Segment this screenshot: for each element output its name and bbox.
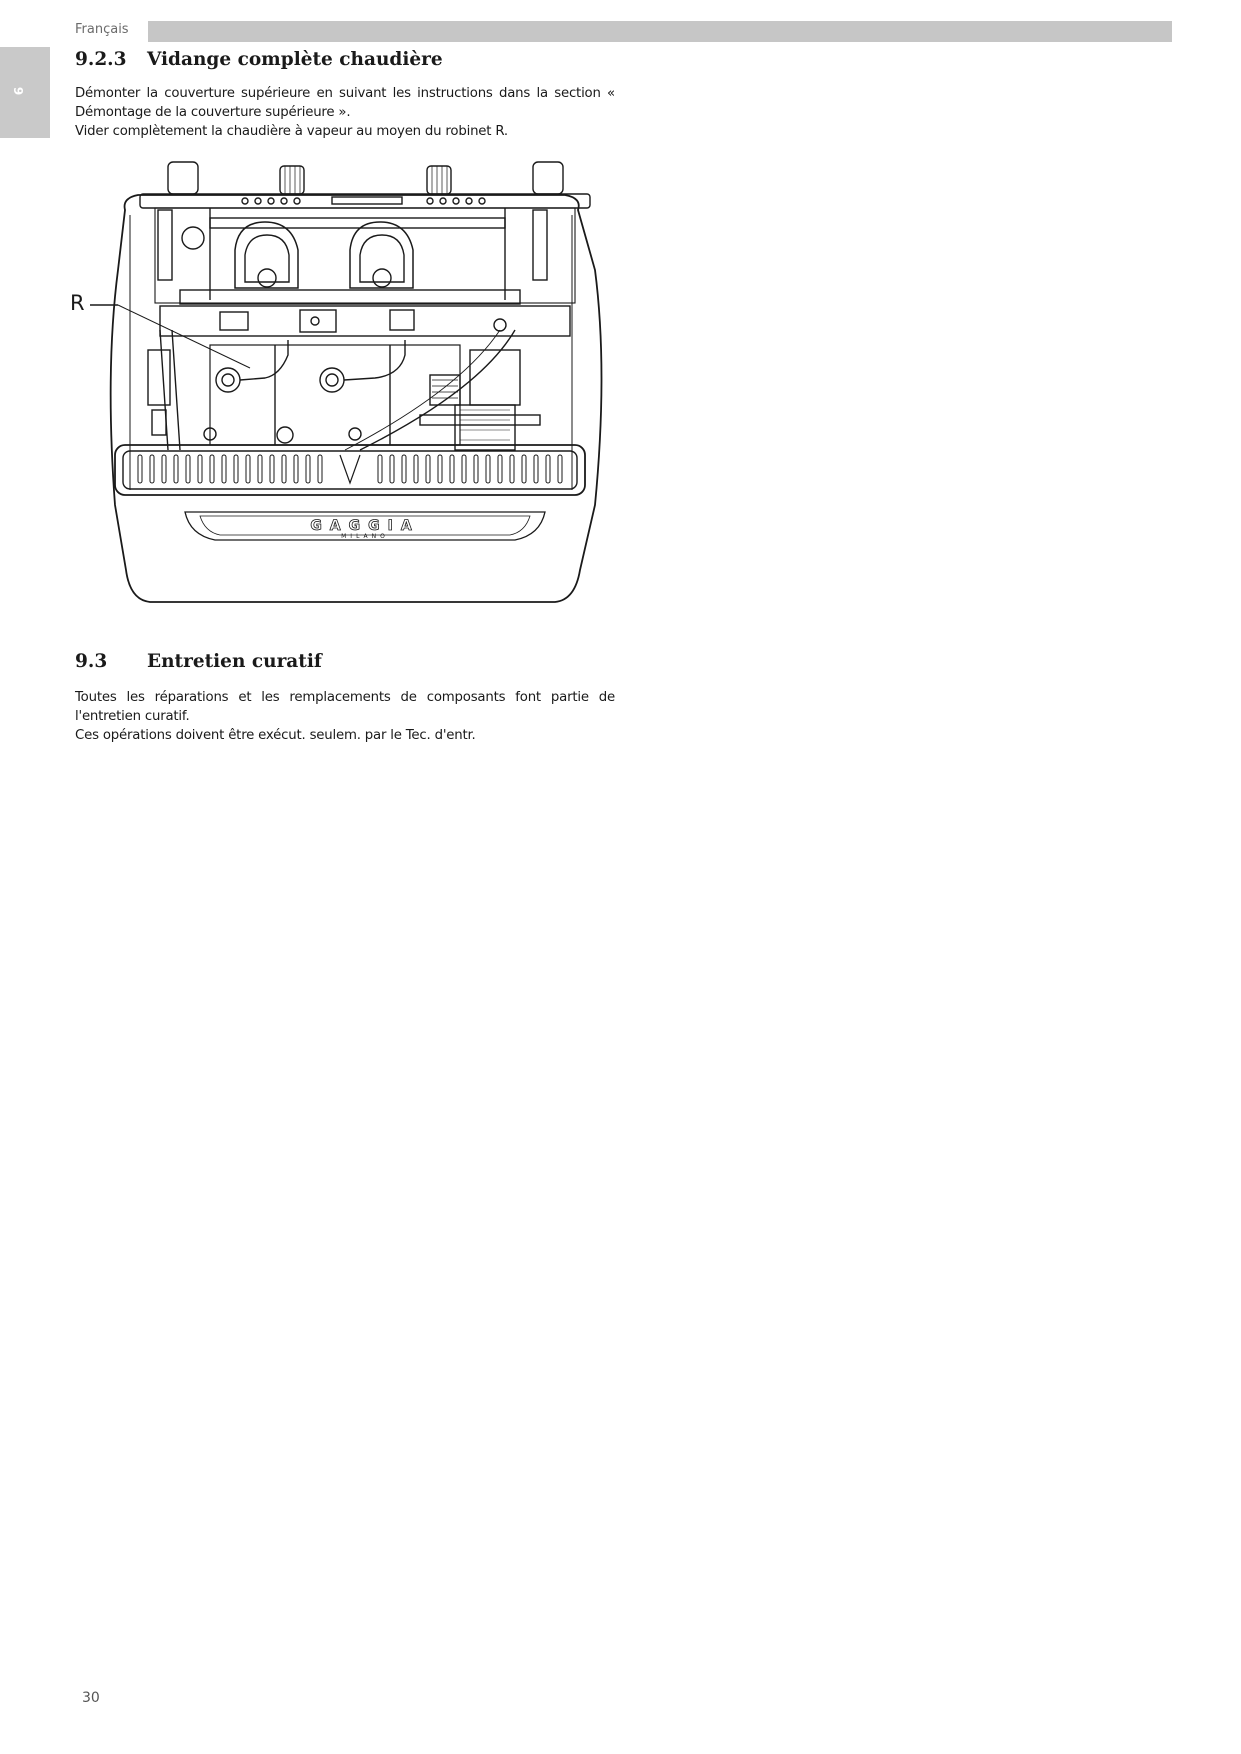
section-number: 9.3 — [75, 651, 108, 672]
language-label: Français — [75, 22, 129, 37]
section-923-body — [75, 84, 615, 141]
paragraph: Démonter la couverture supérieure en suivant les instructions dans la section « Démontage de la couverture supérieure ». — [75, 86, 615, 120]
header-bar — [148, 21, 1172, 42]
chapter-tab-label: 9 — [11, 86, 26, 96]
section-title: Vidange complète chaudière — [147, 49, 443, 70]
page-number: 30 — [82, 1690, 100, 1706]
section-heading-93 — [75, 651, 322, 672]
paragraph: Toutes les réparations et les remplacements de composants font partie de l'entretien curatif. — [75, 690, 615, 724]
machine-diagram — [60, 150, 620, 610]
section-number: 9.2.3 — [75, 49, 127, 70]
paragraph: Vider complètement la chaudière à vapeur au moyen du robinet R. — [75, 124, 508, 139]
section-93-body — [75, 688, 615, 745]
brand-logo-subtext: MILANO — [341, 533, 389, 540]
callout-label-r: R — [70, 291, 85, 315]
section-title: Entretien curatif — [147, 651, 322, 672]
paragraph: Ces opérations doivent être exécut. seulem. par le Tec. d'entr. — [75, 728, 476, 743]
brand-logo-text: GAGGIA — [310, 518, 420, 534]
section-heading-923 — [75, 49, 443, 70]
